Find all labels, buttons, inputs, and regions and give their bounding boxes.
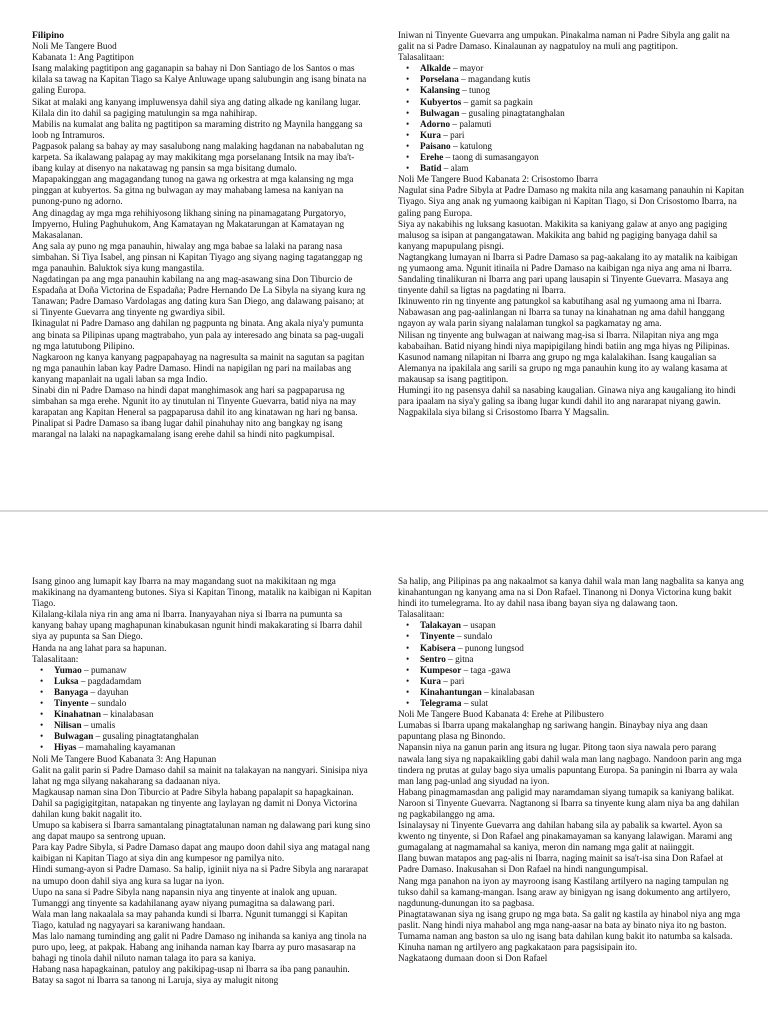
glossary-item	[54, 720, 372, 731]
page-1	[0, 0, 768, 510]
glossary-term: Alkalde	[420, 63, 451, 74]
paragraph: Ang sala ay puno ng mga panauhin, hiwalay ang mga babae sa lalaki na parang nasa simbahan. Si Tiya Isabel, ang pinsan ni Kapitan Tiyago ang siyang naging tagatanggap ng mga panauhin. Baluktok siya kung mangastila.	[32, 240, 363, 273]
glossary-definition: – mamahaling kayamanan	[76, 742, 176, 753]
glossary-item	[420, 152, 744, 163]
paragraph: Noli Me Tangere Buod	[32, 41, 117, 52]
glossary-term: Paisano	[420, 140, 451, 151]
glossary-definition: – alam	[441, 163, 469, 174]
paragraph: Kasunod namang nilapitan ni Ibarra ang grupo ng mga kalalakihan. Isang kaugalian sa Alemanya na ipakilala ang sarili sa grupo ng mga panauhin kung ito ay walang kasama at makausap sa isang pagtitipon.	[398, 351, 728, 384]
paragraph: Sandaling tinalikuran ni Ibarra ang pari upang lausapin si Tinyente Guevarra. Masaya ang tinyente dahil sa ligtas na pagdating ni Ibarra.	[398, 274, 729, 296]
glossary-definition: – pari	[440, 129, 465, 140]
glossary-term: Kura	[420, 675, 441, 686]
glossary-definition: – gusaling pinagtatanghalan	[459, 107, 565, 118]
paragraph: Uupo na sana si Padre Sibyla nang napansin niya ang tinyente at inalok ang upuan. Tumanggi ang tinyente sa kadahilanang ayaw niyang pumagitna sa dalawang pari.	[32, 886, 337, 908]
glossary-definition: – gitna	[445, 653, 474, 664]
glossary-definition: – pagdadamdam	[78, 675, 142, 686]
glossary-definition: – gusaling pinagtatanghalan	[93, 731, 199, 742]
glossary-term: Luksa	[54, 675, 79, 686]
glossary-definition: – gamit sa pagkain	[461, 96, 533, 107]
paragraph: Nagtangkang lumayan ni Ibarra si Padre Damaso sa pag-aakalang ito ay matalik na kaibigan ng yumaong ama. Ngunit itinaila ni Padre Damaso na kaibigan nga niya ang ama ni Ibarra.	[398, 251, 738, 273]
glossary-item	[420, 85, 744, 96]
glossary-term: Banyaga	[54, 686, 89, 697]
glossary-term: Tinyente	[54, 698, 89, 709]
glossary-list	[398, 63, 744, 174]
paragraph: Mas lalo namang tuminding ang galit ni Padre Damaso ng inihanda sa kaniya ang tinola na puro upo, leeg, at pakpak. Habang ang inihanda naman kay Ibarra ay puro masasarap na bahagi ng tinola dahil niluto naman talaga ito para sa kaniya.	[32, 931, 367, 964]
glossary-definition: – usapan	[461, 620, 496, 631]
glossary-term: Bulwagan	[420, 107, 460, 118]
paragraph: Siya ay nakabihis ng luksang kasuotan. Makikita sa kaniyang galaw at anyo ang pagiging malusog sa isipan at pangangatawan. Makikita ang bahid ng pagiging banyaga dahil sa kanyang mapupulang pisngi.	[398, 218, 728, 251]
paragraph: Ilang buwan matapos ang pag-alis ni Ibarra, naging mainit sa isa't-isa sina Don Rafael at Padre Damaso. Inakusahan si Don Rafael na hindi nangungumpisal.	[398, 853, 723, 875]
paragraph: Talasalitaan:	[398, 52, 445, 63]
paragraph: Iniwan ni Tinyente Guevarra ang umpukan. Pinakalma naman ni Padre Sibyla ang galit na galit na si Padre Damaso. Kinalaunan ay nagpatuloy na muli ang pagtitipon.	[398, 30, 730, 52]
glossary-item	[420, 108, 744, 119]
glossary-item	[54, 676, 372, 687]
glossary-term: Kalansing	[420, 85, 460, 96]
glossary-definition: – punong lungsod	[455, 642, 524, 653]
paragraph: Mabilis na kumalat ang balita ng pagtitipon sa maraming distrito ng Maynila hanggang sa loob ng Intramuros.	[32, 118, 363, 140]
paragraph: Pagpasok palang sa bahay ay may sasalubong nang malaking hagdanan na nababalutan ng karpeta. Sa ikalawang palapag ay may makikitang mga porselanang Intsik na may iba't-ibang kulay at disenyo na nakatawag ng pansin sa mga bisitang dumalo.	[32, 140, 364, 174]
glossary-term: Adorno	[420, 118, 451, 129]
paragraph: Isinalaysay ni Tinyente Guevarra ang dahilan habang sila ay pabalik sa kwartel. Ayon sa kwento ng tinyente, si Don Rafael ang pinakamayaman sa kanyang lalawigan. Marami ang gumagalang at nagmamahal sa kaniya, meron din namang mga galit at naiinggit.	[398, 820, 733, 853]
paragraph: Pinagtatawanan siya ng isang grupo ng mga bata. Sa galit ng kastila ay hinabol niya ang mga paslit. Nang hindi niya mahabol ang mga nang-aasar na bata ay binato niya ito ng baston.	[398, 908, 741, 930]
glossary-item	[420, 97, 744, 108]
glossary-definition: – katulong	[450, 140, 492, 151]
paragraph: Noli Me Tangere Buod Kabanata 3: Ang Hapunan	[32, 753, 217, 764]
glossary-term: Nilisan	[54, 720, 82, 731]
glossary-definition: – magandang kutis	[458, 74, 531, 85]
paragraph: Magkausap naman sina Don Tiburcio at Padre Sibyla habang papalapit sa hapagkainan. Dahil sa pagigigitgitan, natapakan ng tinyente ang laylayan ng damit ni Donya Victorina dahilan kung bakit nagalit ito.	[32, 786, 358, 819]
paragraph: Isang malaking pagtitipon ang gaganapin sa bahay ni Don Santiago de los Santos o mas kilala sa tawag na Kapitan Tiago sa Kalye Anluwage upang salubungin ang isang binata na galing Europa.	[32, 63, 367, 96]
glossary-term: Telegrama	[420, 698, 462, 709]
paragraph: Noli Me Tangere Buod Kabanata 2: Crisostomo Ibarra	[398, 174, 598, 185]
glossary-definition: – dayuhan	[88, 686, 129, 697]
paragraph: Ang dinagdag ay mga mga rehihiyosong likhang sining na pinamagatang Purgatoryo, Impyerno, Huling Paghuhukom, Ang Kamatayan ng Makatarungan at Kamatayan ng Makasalanan.	[32, 207, 346, 240]
glossary-item	[420, 698, 744, 709]
glossary-definition: – taong di sumasangayon	[443, 152, 539, 163]
paragraph: Habang nasa hapagkainan, patuloy ang pakikipag-usap ni Ibarra sa iba pang panauhin. Batay sa sagot ni Ibarra sa tanong ni Laruja, siya ay malugit nitong	[32, 964, 350, 986]
paragraph: Noli Me Tangere Buod Kabanata 4: Erehe at Pilibustero	[398, 709, 604, 720]
glossary-item	[420, 620, 744, 631]
glossary-term: Batid	[420, 163, 442, 174]
paragraph: Nagdatingan pa ang mga panauhin kabilang na ang mag-asawang sina Don Tiburcio de Espadaña at Doña Victorina de Espadaña; Padre Hernando De La Sibyla na siyang kura ng Tanawan; Padre Damaso Vardolagas ang dating kura San Diego, ang dalawang paisano; at si Tinyente Guevarra ang tinyente ng gwardiya sibil.	[32, 274, 366, 318]
glossary-definition: – palamuti	[450, 118, 492, 129]
paragraph: Nagkataong dumaan doon si Don Rafael	[398, 953, 548, 964]
paragraph: Para kay Padre Sibyla, si Padre Damaso dapat ang maupo doon dahil siya ang matagal nang kaibigan ni Kapitan Tiago at siya din ang kumpesor ng pamilya nito.	[32, 842, 370, 864]
paragraph: Isang ginoo ang lumapit kay Ibarra na may magandang suot na makikitaan ng mga makikinang na dyamanteng butones. Siya si Kapitan Tinong, matalik na kaibigan ni Kapitan Tiago.	[32, 576, 372, 609]
paragraph: Umupo sa kabisera si Ibarra samantalang pinagtatalunan naman ng dalawang pari kung sino ang dapat maupo sa sentrong upuan.	[32, 820, 371, 842]
paragraph: Humingi ito ng pasensya dahil sa nasabing kaugalian. Ginawa niya ang kaugaliang ito hindi para ipaalam na siya'y galing sa ibang lugar kundi dahil ito ang nararapat niyang gawin. Nagpakilala siya bilang si Crisostomo Ibarra Y Magsalin.	[398, 385, 736, 418]
glossary-item	[420, 665, 744, 676]
glossary-definition: – kinalabasan	[481, 686, 535, 697]
paragraph: Wala man lang nakaalala sa may pahanda kundi si Ibarra. Ngunit tumanggi si Kapitan Tiago, katulad ng nagyayari sa karaniwang handaan.	[32, 908, 348, 930]
glossary-item	[420, 687, 744, 698]
paragraph: Mapapakinggan ang magagandang tunog na gawa ng orkestra at mga kalansing ng mga pinggan at kubyertos. Sa gitna ng bulwagan ay may mahabang lamesa na kaniyan na punong-puno ng adorno.	[32, 174, 354, 207]
glossary-item	[54, 687, 372, 698]
paragraph: Nagkaroon ng kanya kanyang pagpapahayag na nagresulta sa mainit na sagutan sa pagitan ng mga panauhin laban kay Padre Damaso. Hindi na napigilan ng pari na mailabas ang kanyang mapanlait na ugali laban sa mga Indio.	[32, 351, 365, 384]
glossary-item	[54, 698, 372, 709]
glossary-term: Kabisera	[420, 642, 456, 653]
paragraph: Talasalitaan:	[32, 653, 79, 664]
glossary-item	[420, 163, 744, 174]
glossary-item	[420, 141, 744, 152]
glossary-definition: – sundalo	[454, 631, 493, 642]
document-title: Filipino	[32, 30, 64, 41]
paragraph: Kilalang-kilala niya rin ang ama ni Ibarra. Inanyayahan niya si Ibarra na pumunta sa kanyang bahay upang maghapunan kinabukasan ngunit hindi makakarating si Ibarra dahil siya ay pupunta sa San Diego.	[32, 609, 363, 642]
paragraph: Nagulat sina Padre Sibyla at Padre Damaso ng makita nila ang kasamang panauhin ni Kapitan Tiyago. Siya ang anak ng yumaong kaibigan ni Kapitan Tiago, si Don Crisostomo Ibarra, na galing pang Europa.	[398, 185, 744, 218]
page-2	[0, 512, 768, 1022]
glossary-item	[420, 643, 744, 654]
glossary-definition: – pumanaw	[81, 664, 127, 675]
glossary-item	[420, 676, 744, 687]
page-2-left-column	[32, 576, 372, 1022]
glossary-term: Kumpesor	[420, 664, 462, 675]
glossary-definition: – umalis	[81, 720, 116, 731]
glossary-item	[420, 631, 744, 642]
glossary-term: Bulwagan	[54, 731, 94, 742]
paragraph: Kabanata 1: Ang Pagtitipon	[32, 52, 134, 63]
glossary-item	[420, 119, 744, 130]
paragraph: Lumabas si Ibarra upang makalanghap ng sariwang hangin. Binaybay niya ang daan papuntang plasa ng Binondo.	[398, 720, 708, 742]
glossary-item	[54, 709, 372, 720]
paragraph: Handa na ang lahat para sa hapunan.	[32, 642, 167, 653]
glossary-item	[420, 74, 744, 85]
glossary-list	[32, 665, 372, 754]
paragraph: Talasalitaan:	[398, 609, 445, 620]
paragraph: Sinabi din ni Padre Damaso na hindi dapat manghimasok ang hari sa pagpaparusa ng simbahan sa mga erehe. Ngunit ito ay tinutulan ni Tinyente Guevarra, batid niya na may karapatan ang Kapitan Heneral sa pagpaparusa dahil ito ang kinatawan ng hari ng bansa.	[32, 385, 358, 418]
glossary-term: Tinyente	[420, 631, 455, 642]
glossary-item	[420, 63, 744, 74]
page-1-left-column	[32, 30, 372, 508]
paragraph: Habang pinagmamasdan ang paligid may naramdaman siyang tumapik sa kaniyang balikat. Naroon si Tinyente Guevarra. Nagtanong si Ibarra sa tinyente kung alam niya ba ang dahilan ng pagkabilanggo ng ama.	[398, 786, 740, 819]
glossary-item	[54, 742, 372, 753]
paragraph: Tumama naman ang baston sa ulo ng isang bata dahilan kung bakit ito natumba sa kalsada. Kinuha naman ng artilyero ang pagkakataon para pagsisipain ito.	[398, 931, 733, 953]
glossary-term: Kinahantungan	[420, 686, 482, 697]
glossary-definition: – tunog	[459, 85, 490, 96]
glossary-definition: – sulat	[461, 698, 489, 709]
glossary-definition: – kinalabasan	[100, 709, 154, 720]
glossary-definition: – taga -gawa	[461, 664, 511, 675]
paragraph: Galit na galit parin si Padre Damaso dahil sa mainit na talakayan na nangyari. Sinisipa niya lahat ng mga silyang nakaharang sa dadaanan niya.	[32, 764, 368, 786]
glossary-item	[54, 731, 372, 742]
paragraph: Hindi sumang-ayon si Padre Damaso. Sa halip, iginiit niya na si Padre Sibyla ang nararapat na umupo doon dahil siya ang kura sa lugar na iyon.	[32, 864, 369, 886]
paragraph: Napansin niya na ganun parin ang itsura ng lugar. Pitong taon siya nawala pero parang nawala lang siya ng napakaikling gabi dahil wala man lang nagbago. Nandoon parin ang mga tindera ng prutas at gulay bago siya umalis papuntang Europa. Sa paningin ni Ibarra ay wala man lang pag-unlad ang siyudad na iyon.	[398, 742, 742, 786]
glossary-term: Erehe	[420, 152, 444, 163]
glossary-list	[398, 620, 744, 709]
page-2-right-column	[398, 576, 744, 1022]
paragraph: Ikinagulat ni Padre Damaso ang dahilan ng pagpunta ng binata. Ang akala niya'y pumunta ang binata sa Pilipinas upang magtrabaho, yun pala ay interesado ang binata sa pag-uugali ng mga latutubong Pilipino.	[32, 318, 364, 351]
glossary-item	[54, 665, 372, 676]
glossary-term: Porselana	[420, 74, 459, 85]
glossary-term: Talakayan	[420, 620, 462, 631]
glossary-definition: – sundalo	[88, 698, 127, 709]
glossary-definition: – mayor	[450, 63, 484, 74]
glossary-term: Hiyas	[54, 742, 77, 753]
glossary-term: Kura	[420, 129, 441, 140]
glossary-definition: – pari	[440, 675, 465, 686]
glossary-term: Yumao	[54, 664, 82, 675]
glossary-term: Sentro	[420, 653, 446, 664]
glossary-term: Kubyertos	[420, 96, 462, 107]
glossary-term: Kinahatnan	[54, 709, 101, 720]
glossary-item	[420, 130, 744, 141]
paragraph: Nang mga panahon na iyon ay mayroong isang Kastilang artilyero na naging tampulan ng tukso dahil sa kamang-mangan. Isang araw ay binigyan ng isang dokumento ang artilyero, nagdunung-dunungan ito sa pagbasa.	[398, 875, 731, 908]
paragraph: Pinalipat si Padre Damaso sa ibang lugar dahil pinahuhay nito ang bangkay ng isang marangal na lalaki na napagkamalang isang erehe dahil sa hindi nito pagkumpisal.	[32, 418, 343, 440]
paragraph: Sikat at malaki ang kanyang impluwensya dahil siya ang dating alkade ng kanilang lugar. Kilala din ito dahil sa pagiging matulungin sa mga nahihirap.	[32, 96, 361, 118]
glossary-item	[420, 654, 744, 665]
paragraph: Sa halip, ang Pilipinas pa ang nakaalmot sa kanya dahil wala man lang nagbalita sa kanya ang kinahantungan ng kanyang ama na si Don Rafael. Tinanong ni Donya Victorina kung bakit hindi ito tumelegrama. Ito ay dahil nasa ibang bayan siya ng dalawang taon.	[398, 576, 744, 609]
page-1-right-column	[398, 30, 744, 508]
paragraph: Ikinuwento rin ng tinyente ang patungkol sa kabutihang asal ng yumaong ama ni Ibarra. Nabawasan ang pag-aalinlangan ni Ibarra sa tunay na kinahatnan ng ama dahil hanggang ngayon ay wala parin siyang nalalaman tungkol sa pagkamatay ng ama.	[398, 296, 725, 329]
paragraph: Nilisan ng tinyente ang bulwagan at naiwang mag-isa si Ibarra. Nilapitan niya ang mga kababaihan. Batid niyang hindi niya mapipigilang hindi batiin ang mga hiyas ng Pilipinas.	[398, 329, 730, 351]
